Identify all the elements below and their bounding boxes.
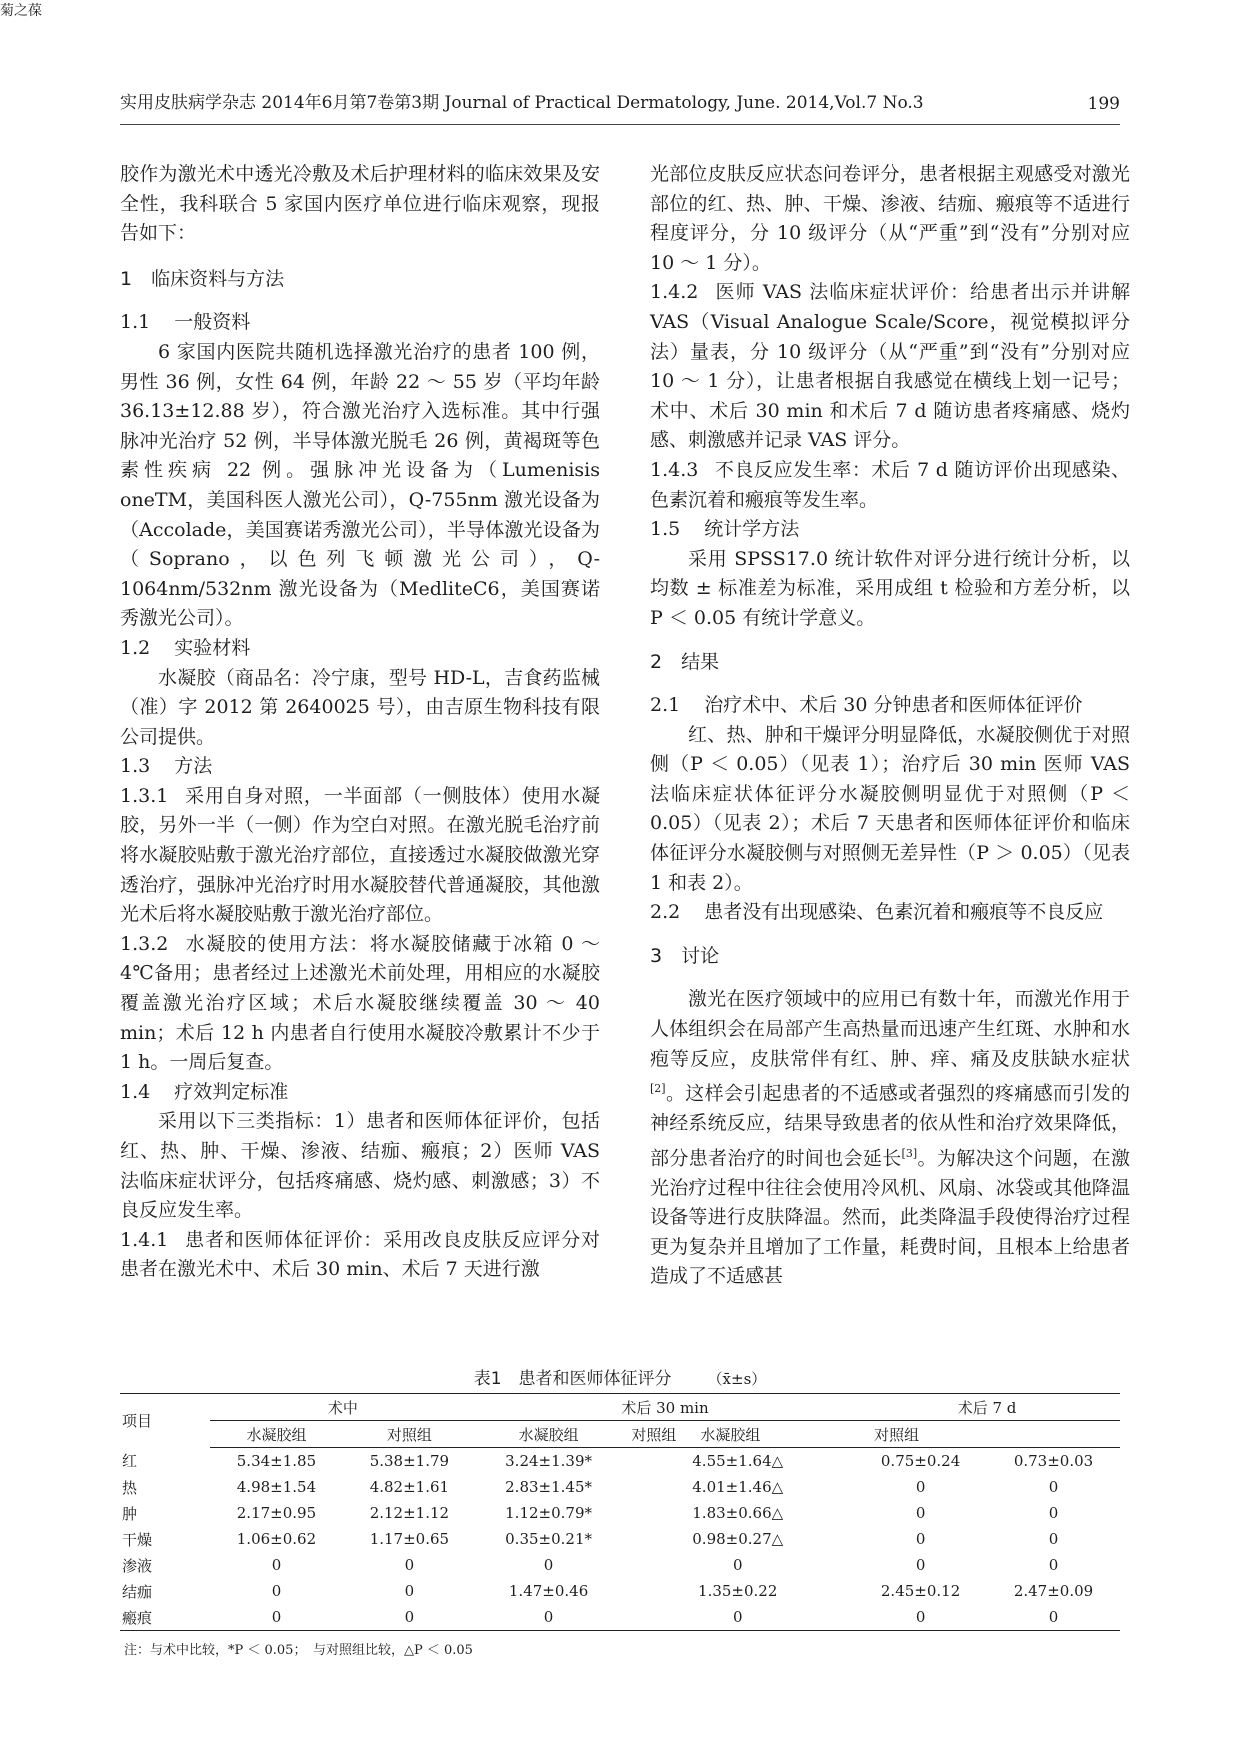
subsection-number: 1.2 [120,636,151,659]
row-label: 肿 [122,1504,138,1523]
intro-paragraph: 胶作为激光术中透光冷敷及术后护理材料的临床效果及安全性，我科联合 5 家国内医疗单位进行临床观察，现报告如下： [120,163,600,245]
table-cell: 0 [543,1608,554,1626]
running-header [120,88,1120,125]
row-label: 热 [122,1478,138,1497]
table-cell: 0 [915,1556,926,1574]
table-row [120,1604,1120,1631]
table-title [120,1364,1120,1389]
subsection-1-3-heading [120,752,600,782]
table-cell: 0 [915,1530,926,1548]
section-title: 讨论 [681,944,720,967]
method-1-3-1-paragraph [120,782,600,930]
table-row [120,1552,1120,1578]
subsection-1-5-heading [650,515,1130,545]
table-cell: 0 [404,1582,415,1600]
subgroup-header [987,1421,1120,1448]
table-cell: 0 [732,1608,743,1626]
page-number: 199 [1087,94,1120,114]
subsection-number: 1.3.2 [120,932,169,955]
section-2-heading [650,648,1130,678]
results-paragraph: 红、热、肿和干燥评分明显降低，水凝胶侧优于对照侧（P ＜ 0.05）（见表 1）；治疗后 30 min 医师 VAS 法临床症状体征评分水凝胶侧明显优于对照侧（P ＜ 0.05）（见表 2）；术后 7 天患者和医师体征评价和临床体征评分水凝胶侧与对照侧无差异性（P ＞ 0.05）（见表 1 和表 2）。 [650,723,1130,894]
table-statistic: （x̄±s） [707,1370,767,1388]
table-cell: 4.01±1.46△ [692,1478,784,1496]
table-cell: 0 [915,1608,926,1626]
table-row [120,1526,1120,1552]
subgroup-label: 水凝胶组 [700,1425,761,1444]
subsection-1-4-heading [120,1078,600,1108]
table-cell: 1.12±0.79* [505,1504,593,1522]
materials-paragraph: 水凝胶（商品名：冷宁康，型号 HD-L，吉食药监械（准）字 2012 第 2640025 号），由吉原生物科技有限公司提供。 [120,666,600,748]
table-cell: 0 [732,1556,743,1574]
paragraph-text: 激光在医疗领域中的应用已有数十年，而激光作用于人体组织会在局部产生高热量而迅速产生红斑、水肿和水疱等反应，皮肤常伴有红、肿、痒、痛及皮肤缺水症状 [650,988,1130,1070]
table-row [120,1474,1120,1500]
table-cell: 0 [1048,1504,1059,1522]
section-title: 结果 [681,650,720,673]
table-cell: 0.35±0.21* [505,1530,593,1548]
subsection-title: 患者没有出现感染、色素沉着和瘢痕等不良反应 [704,901,1104,924]
table-cell: 0 [404,1556,415,1574]
subsection-title: 统计学方法 [704,518,800,541]
subgroup-header [621,1421,854,1448]
table-cell: 2.45±0.12 [880,1582,961,1600]
table-cell: 1.06±0.62 [236,1530,317,1548]
subsection-1-1-heading [120,308,600,338]
subsection-number: 2.2 [650,901,681,924]
row-label: 渗液 [122,1556,153,1575]
table-row [120,1578,1120,1604]
section-3-heading [650,942,1130,972]
subsection-2-2-heading [650,898,1130,928]
statistics-paragraph: 采用 SPSS17.0 统计软件对评分进行统计分析，以均数 ± 标准差为标准，采用成组 t 检验和方差分析，以 P ＜ 0.05 有统计学意义。 [650,547,1130,629]
section-number: 2 [650,650,663,673]
table-cell: 1.47±0.46 [508,1582,589,1600]
subgroup-header: 水凝胶组 [210,1421,343,1448]
left-column [120,160,600,1285]
table-cell: 0 [271,1582,282,1600]
section-1-heading [120,265,600,295]
group-header: 术后 30 min [476,1394,854,1421]
criteria-1-4-1-paragraph [120,1226,600,1285]
subsection-number: 2.1 [650,694,681,717]
subgroup-label: 对照组 [874,1425,920,1444]
subsection-number: 1.1 [120,311,151,334]
table-cell: 0 [543,1556,554,1574]
table-cell: 2.83±1.45* [505,1478,593,1496]
row-label: 干燥 [122,1530,153,1549]
group-header: 术后 7 d [854,1394,1120,1421]
table-cell: 0 [1048,1530,1059,1548]
subsection-number: 1.3 [120,755,151,778]
table-row [120,1500,1120,1526]
table-cell: 0.98±0.27△ [692,1530,784,1548]
paragraph-text: 。这样会引起患者的不适感或者强烈的疼痛感而引发的神经系统反应，结果导致患者的依从性和治疗效果降低，部分患者治疗的时间也会延长 [650,1082,1130,1170]
criteria-paragraph: 采用以下三类指标：1）患者和医师体征评价，包括红、热、肿、干燥、渗液、结痂、瘢痕；2）医师 VAS 法临床症状评分，包括疼痛感、烧灼感、刺激感；3）不良反应发生率。 [120,1110,600,1222]
subsection-title: 治疗术中、术后 30 分钟患者和医师体征评价 [704,694,1083,717]
row-label: 红 [122,1452,138,1471]
table-1 [120,1364,1120,1658]
section-number: 3 [650,944,663,967]
paragraph-text: 不良反应发生率：术后 7 d 随访评价出现感染、色素沉着和瘢痕等发生率。 [650,458,1130,511]
subgroup-header [854,1421,987,1448]
continued-paragraph: 光部位皮肤反应状态问卷评分，患者根据主观感受对激光部位的红、热、肿、干燥、渗液、结痂、瘢痕等不适进行程度评分，分 10 级评分（从“严重”到“没有”分别对应 10 ～ 1 分）。 [650,163,1130,274]
subsection-title: 疗效判定标准 [174,1080,289,1103]
subsection-number: 1.4 [120,1080,151,1103]
subgroup-header: 对照组 [343,1421,476,1448]
subsection-number: 1.4.3 [650,458,699,481]
reference-marker: [2] [650,1082,666,1096]
table-cell: 3.24±1.39* [505,1452,593,1470]
table-cell: 0 [1048,1478,1059,1496]
subsection-title: 方法 [174,755,213,778]
table-cell: 2.17±0.95 [236,1504,317,1522]
table-cell: 2.12±1.12 [369,1504,450,1522]
subsection-number: 1.5 [650,518,681,541]
subgroup-header: 水凝胶组 [476,1421,621,1448]
table-cell: 4.82±1.61 [369,1478,450,1496]
criteria-1-4-2-paragraph [650,278,1130,456]
table-row [120,1448,1120,1475]
table-note: 注：与术中比较，*P ＜ 0.05； 与对照组比较，△P ＜ 0.05 [124,1643,473,1658]
scores-table [120,1393,1120,1631]
table-cell: 0 [1048,1556,1059,1574]
row-label: 瘢痕 [122,1608,153,1627]
paragraph-text: 采用自身对照，一半面部（一侧肢体）使用水凝胶，另外一半（一侧）作为空白对照。在激光脱毛治疗前将水凝胶贴敷于激光治疗部位，直接透过水凝胶做激光穿透治疗，强脉冲光治疗时用水凝胶替代普通凝胶，其他激光术后将水凝胶贴敷于激光治疗部位。 [120,784,600,926]
subsection-number: 1.4.1 [120,1228,169,1251]
watermark-text: 菊之葆 [0,3,42,19]
paragraph-text: 水凝胶的使用方法：将水凝胶储藏于冰箱 0 ～ 4℃备用；患者经过上述激光术前处理，用相应的水凝胶覆盖激光治疗区域；术后水凝胶继续覆盖 30 ～ 40 min；术后 12 h 内患者自行使用水凝胶冷敷累计不少于 1 h。一周后复查。 [120,932,600,1074]
subsection-title: 实验材料 [174,636,251,659]
table-cell: 2.47±0.09 [1013,1582,1094,1600]
subsection-number: 1.3.1 [120,784,169,807]
subsection-1-2-heading [120,634,600,664]
paragraph-text: 医师 VAS 法临床症状评价：给患者出示并讲解 VAS（Visual Analogue Scale/Score，视觉模拟评分法）量表，分 10 级评分（从“严重”到“没有”分别对应 10 ～ 1 分），让患者根据自我感觉在横线上划一记号；术中、术后 30 min 和术后 7 d 随访患者疼痛感、烧灼感、刺激感并记录 VAS 评分。 [650,281,1130,452]
paragraph-text: 。为解决这个问题，在激光治疗过程中往往会使用冷风机、风扇、冰袋或其他降温设备等进行皮肤降温。然而，此类降温手段使得治疗过程更为复杂并且增加了工作量，耗费时间，且根本上给患者造成了不适感甚 [650,1147,1130,1288]
table-cell: 1.35±0.22 [698,1582,778,1600]
table-cell: 1.83±0.66△ [692,1504,784,1522]
paragraph-text: 患者和医师体征评价：采用改良皮肤反应评分对患者在激光术中、术后 30 min、术后 7 天进行激 [120,1228,600,1281]
table-caption: 表1 患者和医师体征评分 [473,1369,672,1389]
table-cell: 1.17±0.65 [369,1530,450,1548]
table-cell: 0 [915,1478,926,1496]
section-title: 临床资料与方法 [151,267,285,290]
table-cell: 5.34±1.85 [236,1452,317,1470]
discussion-paragraph [650,985,1130,1292]
table-cell: 0 [271,1556,282,1574]
reference-marker: [3] [901,1146,918,1160]
group-header: 术中 [210,1394,476,1421]
table-cell: 0 [915,1504,926,1522]
table-cell: 0.73±0.03 [1013,1452,1094,1470]
table-cell: 0 [404,1608,415,1626]
table-cell: 0 [1048,1608,1059,1626]
table-cell: 0.75±0.24 [880,1452,961,1470]
subgroup-label: 对照组 [631,1425,677,1444]
subsection-number: 1.4.2 [650,281,699,304]
section-number: 1 [120,267,133,290]
method-1-3-2-paragraph [120,930,600,1078]
subsection-title: 一般资料 [174,311,251,334]
table-cell: 4.98±1.54 [236,1478,317,1496]
criteria-1-4-3-paragraph [650,456,1130,515]
table-cell: 4.55±1.64△ [692,1452,784,1470]
subsection-2-1-heading [650,691,1130,721]
table-cell: 5.38±1.79 [369,1452,450,1470]
table-cell: 0 [271,1608,282,1626]
row-label: 结痂 [122,1582,153,1601]
journal-citation: 实用皮肤病学杂志 2014年6月第7卷第3期 Journal of Practical Dermatology, June. 2014,Vol.7 No.3 [120,93,924,113]
general-data-paragraph: 6 家国内医院共随机选择激光治疗的患者 100 例，男性 36 例，女性 64 例，年龄 22 ～ 55 岁（平均年龄 36.13±12.88 岁），符合激光治疗入选标准。其中行强脉冲光治疗 52 例，半导体激光脱毛 26 例，黄褐斑等色素性疾病 22 例。强脉冲光设备为（Lumenisis oneTM，美国科医人激光公司），Q-755nm 激光设备为（Accolade，美国赛诺秀激光公司），半导体激光设备为（Soprano，以色列飞顿激光公司），Q-1064nm/532nm 激光设备为（MedliteC6，美国赛诺秀激光公司）。 [120,340,600,630]
item-header: 项目 [122,1412,153,1431]
right-column [650,160,1130,1292]
